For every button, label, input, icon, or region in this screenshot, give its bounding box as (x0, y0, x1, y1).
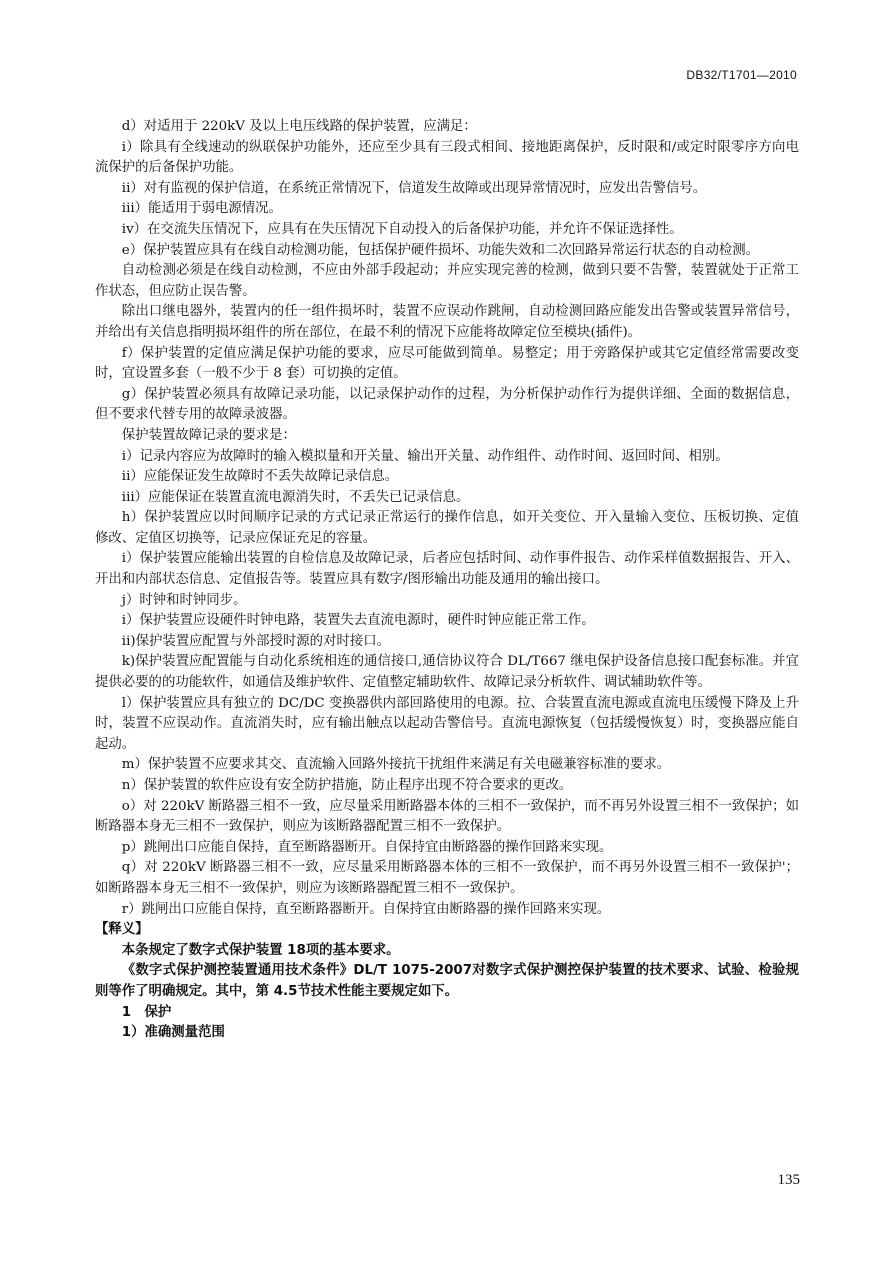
paragraph-e: e）保护装置应具有在线自动检测功能，包括保护硬件损坏、功能失效和二次回路异常运行状态的自动检测。 (121, 242, 760, 258)
paragraph-o: o）对 220kV 断路器三相不一致，应尽量采用断路器本体的三相不一致保护，而不再另外设置三相不一致保护；如断路器本身无三相不一致保护，则应为该断路器配置三相不一致保护。 (95, 798, 799, 835)
paragraph-g-i: i）记录内容应为故障时的输入模拟量和开关量、输出开关量、动作组件、动作时间、返回时间、相别。 (121, 448, 729, 464)
paragraph-q: q）对 220kV 断路器三相不一致，应尽量采用断路器本体的三相不一致保护，而不再另外设置三相不一致保护'；如断路器本身无三相不一致保护，则应为该断路器配置三相不一致保护。 (95, 860, 799, 896)
page-number: 135 (777, 1172, 800, 1188)
paragraph-d-i: i）除具有全线速动的纵联保护功能外，还应至少具有三段式相间、接地距离保护，反时限和/或定时限零序方向电流保护的后备保护功能。 (95, 139, 799, 176)
paragraph-d-iii: iii）能适用于弱电源情况。 (121, 201, 282, 217)
paragraph-d-iv: iv）在交流失压情况下，应具有在失压情况下自动投入的后备保护功能，并允许不保证选择性。 (121, 221, 683, 237)
document-code: DB32/T1701—2010 (686, 68, 797, 82)
paragraph-f: f）保护装置的定值应满足保护功能的要求，应尽可能做到简单。易整定；用于旁路保护或其它定值经常需要改变时，宜设置多套（一般不少于 8 套）可切换的定值。 (95, 345, 799, 382)
paragraph-e-detail-2: 除出口继电器外，装置内的任一组件损坏时，装置不应误动作跳闸，自动检测回路应能发出告警或装置异常信号，并给出有关信息指明损坏组件的所在部位，在最不利的情况下应能将故障定位至模块(插件)。 (95, 304, 799, 340)
paragraph-j-i: i）保护装置应设硬件时钟电路，装置失去直流电源时，硬件时钟应能正常工作。 (121, 613, 595, 629)
paragraph-g-ii: ii）应能保证发生故障时不丢失故障记录信息。 (121, 469, 399, 485)
paragraph-i: i）保护装置应能输出装置的自检信息及故障记录，后者应包括时间、动作事件报告、动作采样值数据报告、开入、开出和内部状态信息、定值报告等。装置应具有数字/图形输出功能及通用的输出接口。 (95, 551, 799, 588)
paragraph-j: j）时钟和时钟同步。 (121, 592, 247, 608)
paragraph-m: m）保护装置不应要求其交、直流输入回路外接抗干扰组件来满足有关电磁兼容标准的要求。 (121, 757, 671, 773)
paragraph-n: n）保护装置的软件应设有安全防护措施，防止程序出现不符合要求的更改。 (121, 778, 573, 793)
paragraph-p: p）跳闸出口应能自保持，直至断路器断开。自保持宜由断路器的操作回路来实现。 (121, 839, 613, 855)
interpretation-line: 1 保护 (121, 1004, 172, 1020)
paragraph-g-requirements: 保护装置故障记录的要求是： (121, 427, 296, 443)
paragraph-k: k)保护装置应配置能与自动化系统相连的通信接口,通信协议符合 DL/T667 继电保护设备信息接口配套标准。并宜提供必要的的功能软件，如通信及维护软件、定值整定辅助软件、故障记录分析软件、调试辅助软件等。 (95, 654, 799, 691)
paragraph-e-detail-1: 自动检测必须是在线自动检测，不应由外部手段起动；并应实现完善的检测，做到只要不告警，装置就处于正常工作状态，但应防止误告警。 (95, 263, 799, 299)
paragraph-d: d）对适用于 220kV 及以上电压线路的保护装置，应满足： (121, 119, 477, 134)
interpretation-line: 1）准确测量范围 (121, 1025, 225, 1041)
paragraph-r: r）跳闸出口应能自保持，直至断路器断开。自保持宜由断路器的操作回路来实现。 (121, 901, 611, 917)
paragraph-g: g）保护装置必须具有故障记录功能，以记录保护动作的过程，为分析保护动作行为提供详细、全面的数据信息，但不要求代替专用的故障录波器。 (95, 386, 799, 423)
paragraph-h: h）保护装置应以时间顺序记录的方式记录正常运行的操作信息，如开关变位、开入量输入变位、压板切换、定值修改、定值区切换等，记录应保证充足的容量。 (95, 510, 799, 546)
document-body (95, 117, 799, 1044)
interpretation-heading: 【释义】 (95, 922, 149, 938)
paragraph-d-ii: ii）对有监视的保护信道，在系统正常情况下，信道发生故障或出现异常情况时，应发出告警信号。 (121, 180, 707, 196)
interpretation-line: 本条规定了数字式保护装置 18项的基本要求。 (121, 942, 400, 958)
paragraph-g-iii: iii）应能保证在装置直流电源消失时，不丢失已记录信息。 (121, 489, 470, 505)
interpretation-line: 《数字式保护测控装置通用技术条件》DL/T 1075-2007对数字式保护测控保护装置的技术要求、试验、检验规则等作了明确规定。其中，第 4.5节技术性能主要规定如下。 (95, 963, 799, 999)
paragraph-l: l）保护装置应具有独立的 DC/DC 变换器供内部回路使用的电源。拉、合装置直流电源或直流电压缓慢下降及上升时，装置不应误动作。直流消失时，应有输出触点以起动告警信号。直流电源恢复（包括缓慢恢复）时，变换器应能自起动。 (95, 695, 799, 752)
paragraph-j-ii: ii)保护装置应配置与外部授时源的对时接口。 (121, 633, 391, 649)
